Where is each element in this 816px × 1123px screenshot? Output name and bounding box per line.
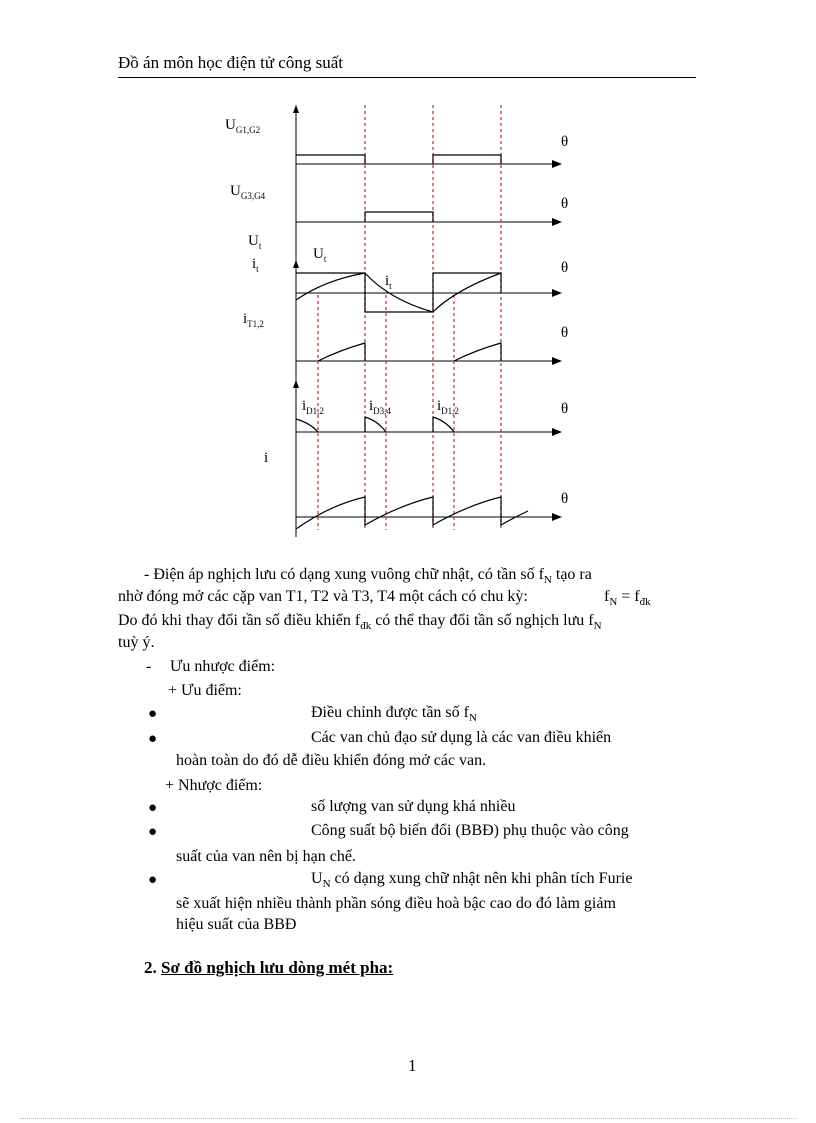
con-3-line2: sẽ xuất hiện nhiều thành phần sóng điều hoà bậc cao do đó làm giảm — [176, 895, 616, 912]
it12-pulse-1 — [318, 343, 365, 361]
bullet-icon: ● — [148, 824, 158, 840]
label-it: $i_t$ — [252, 256, 259, 274]
cons-title: + Nhược điểm: — [165, 777, 263, 794]
con-1: số lượng van sử dụng khá nhiều — [311, 798, 516, 815]
label-it-inner: $i_t$ — [385, 273, 392, 291]
pros-title: + Ưu điểm: — [168, 682, 242, 699]
theta-3: θ — [561, 260, 569, 276]
para1-formula: $f_N = f_{đk}$ — [604, 588, 651, 608]
bullet-icon: ● — [148, 706, 158, 722]
para1-line3: Do đó khi thay đổi tần số điều khiển $f_{đk}$ có thể thay đổi tần số nghịch lưu $f_N$ — [118, 612, 602, 632]
pro-2-line1: Các van chủ đạo sử dụng là các van điều khiển — [311, 729, 612, 746]
label-id12-b: $i_{D1,2}$ — [437, 398, 459, 416]
label-id12-a: $i_{D1,2}$ — [302, 398, 324, 416]
pros-cons-title: Ưu nhược điểm: — [170, 658, 276, 675]
page-number: 1 — [408, 1056, 417, 1075]
page-bottom-border — [20, 1118, 796, 1119]
label-id34: $i_{D3,4}$ — [369, 398, 391, 416]
theta-2: θ — [561, 196, 569, 212]
waveform-diagram — [225, 105, 590, 537]
label-ug12: $U_{G1,G2}$ — [225, 117, 261, 135]
section-title: 2. Sơ đồ nghịch lưu dòng mét pha: — [144, 958, 394, 977]
con-2-line1: Công suất bộ biến đổi (BBĐ) phụ thuộc vào công — [311, 822, 629, 839]
red-guide-lines — [318, 105, 501, 530]
con-3-line1: $U_N$ có dạng xung chữ nhật nên khi phân tích Furie — [311, 870, 633, 890]
pros-cons-dash: - — [146, 658, 152, 675]
bullet-icon: ● — [148, 872, 158, 888]
pro-2-line2: hoàn toàn do đó dễ điều khiển đóng mở các van. — [176, 752, 487, 769]
ug12-pulse-1 — [296, 155, 365, 164]
theta-5: θ — [561, 401, 569, 417]
label-ug34: $U_{G3,G4}$ — [230, 183, 266, 201]
label-i: i — [264, 450, 269, 466]
con-3-line3: hiệu suất của BBĐ — [176, 916, 297, 933]
id12-pulse-2 — [433, 417, 454, 432]
con-2-line2: suất của van nên bị hạn chế. — [176, 848, 356, 865]
bullet-icon: ● — [148, 800, 158, 816]
label-it12: $i_{T1,2}$ — [243, 311, 264, 329]
page-header: Đồ án môn học điện tử công suất — [118, 53, 696, 78]
theta-6: θ — [561, 491, 569, 507]
ug34-pulse — [365, 212, 433, 222]
label-ut: $U_t$ — [248, 233, 262, 251]
i-sawtooth — [296, 497, 528, 529]
pro-1: Điều chỉnh được tần số $f_N$ — [311, 704, 477, 724]
id34-pulse — [365, 417, 386, 432]
it12-pulse-2 — [454, 343, 501, 361]
para1-line4: tuỳ ý. — [118, 634, 155, 651]
axis-arrows — [293, 105, 562, 521]
id12-pulse-1 — [296, 419, 318, 432]
theta-4: θ — [561, 325, 569, 341]
label-ut-inner: $U_t$ — [313, 246, 327, 264]
para1-line1: - Điện áp nghịch lưu có dạng xung vuông chữ nhật, có tần số $f_N$ tạo ra — [144, 566, 592, 586]
para1-line2: nhờ đóng mở các cặp van T1, T2 và T3, T4 một cách có chu kỳ: — [118, 588, 528, 605]
ug12-pulse-2 — [433, 155, 501, 164]
bullet-icon: ● — [148, 731, 158, 747]
theta-1: θ — [561, 134, 569, 150]
